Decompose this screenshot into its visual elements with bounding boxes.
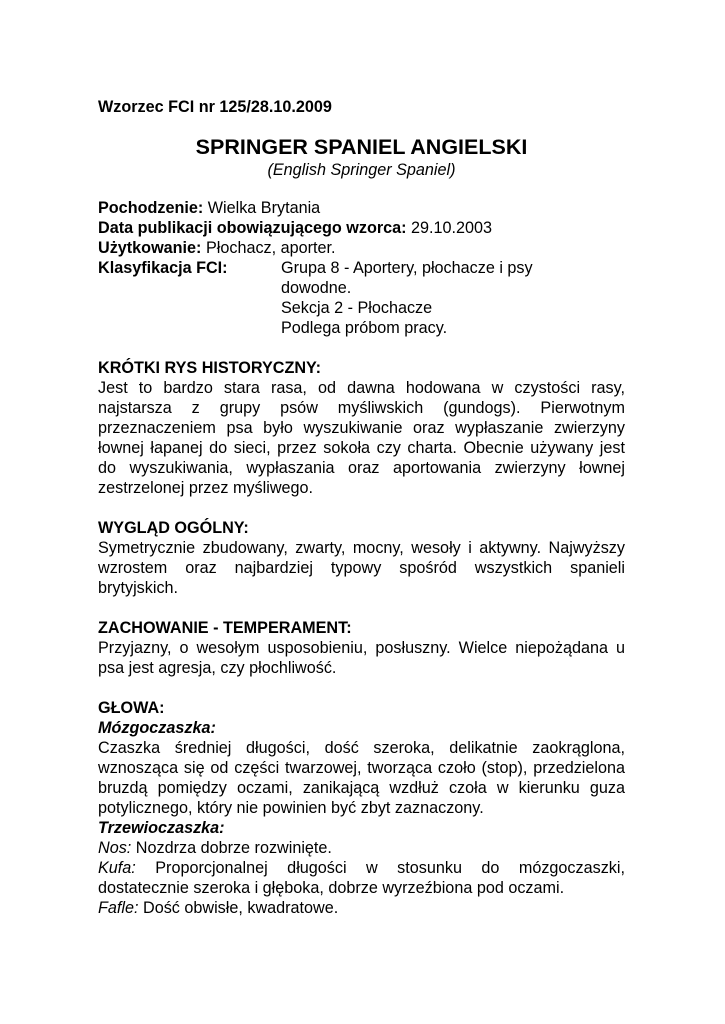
- nose-text: Nozdrza dobrze rozwinięte.: [131, 839, 332, 857]
- lips-label: Fafle:: [98, 899, 139, 917]
- usage-row: [98, 238, 625, 258]
- nose-label: Nos:: [98, 839, 132, 857]
- classification-row: [98, 258, 625, 338]
- classification-line: Podlega próbom pracy.: [281, 319, 448, 337]
- lips-text: Dość obwisłe, kwadratowe.: [138, 899, 339, 917]
- history-section: [98, 358, 625, 498]
- classification-value: [281, 258, 533, 338]
- standard-number: Wzorzec FCI nr 125/28.10.2009: [98, 98, 332, 116]
- facial-heading: Trzewioczaszka:: [98, 819, 225, 837]
- temperament-heading: ZACHOWANIE - TEMPERAMENT:: [98, 619, 352, 637]
- muzzle-text: Proporcjonalnej długości w stosunku do mózgoczaszki, dostatecznie szeroka i głęboka, dobrze wyrzeźbiona pod oczami.: [98, 859, 625, 897]
- origin-label: Pochodzenie:: [98, 199, 204, 217]
- classification-line: Sekcja 2 - Płochacze: [281, 299, 433, 317]
- muzzle-label: Kufa:: [98, 859, 136, 877]
- origin-row: [98, 198, 625, 218]
- classification-label: Klasyfikacja FCI:: [98, 259, 228, 277]
- breed-title: SPRINGER SPANIEL ANGIELSKI: [195, 135, 528, 159]
- document-content: [98, 97, 625, 918]
- head-section: [98, 698, 625, 918]
- appearance-text: Symetrycznie zbudowany, zwarty, mocny, wesoły i aktywny. Najwyższy wzrostem oraz najbardziej typowy spośród wszystkich spanieli brytyjskich.: [98, 539, 625, 597]
- temperament-text: Przyjazny, o wesołym usposobieniu, posłuszny. Wielce niepożądana u psa jest agresja, czy płochliwość.: [98, 639, 625, 677]
- breed-metadata: [98, 198, 625, 338]
- history-text: Jest to bardzo stara rasa, od dawna hodowana w czystości rasy, najstarsza z grupy psów myśliwskich (gundogs). Pierwotnym przeznaczeniem psa było wyszukiwanie oraz wypłaszanie zwierzyny łownej łapanej do sieci, przez sokoła czy charta. Obecnie używany jest do wyszukiwania, wypłaszania oraz aportowania zwierzyny łownej zestrzelonej przez myśliwego.: [98, 379, 625, 497]
- history-heading: KRÓTKI RYS HISTORYCZNY:: [98, 359, 322, 377]
- appearance-heading: WYGLĄD OGÓLNY:: [98, 519, 249, 537]
- usage-value: Płochacz, aporter.: [201, 239, 336, 257]
- cranial-text: Czaszka średniej długości, dość szeroka, delikatnie zaokrąglona, wznosząca się od części twarzowej, tworząca czoło (stop), przedzielona bruzdą pomiędzy oczami, zanikającą wzdłuż czoła w kierunku guza potylicznego, który nie powinien być zbyt zaznaczony.: [98, 739, 625, 817]
- publication-value: 29.10.2003: [406, 219, 493, 237]
- temperament-section: [98, 618, 625, 678]
- head-heading: GŁOWA:: [98, 699, 165, 717]
- muzzle-row: [98, 858, 625, 898]
- usage-label: Użytkowanie:: [98, 239, 202, 257]
- origin-value: Wielka Brytania: [203, 199, 321, 217]
- classification-line: Grupa 8 - Aportery, płochacze i psy: [281, 259, 533, 277]
- publication-label: Data publikacji obowiązującego wzorca:: [98, 219, 407, 237]
- appearance-section: [98, 518, 625, 598]
- nose-row: [98, 838, 625, 858]
- breed-subtitle: (English Springer Spaniel): [267, 161, 456, 179]
- publication-row: [98, 218, 625, 238]
- cranial-heading: Mózgoczaszka:: [98, 719, 216, 737]
- lips-row: [98, 898, 625, 918]
- classification-line: dowodne.: [281, 279, 352, 297]
